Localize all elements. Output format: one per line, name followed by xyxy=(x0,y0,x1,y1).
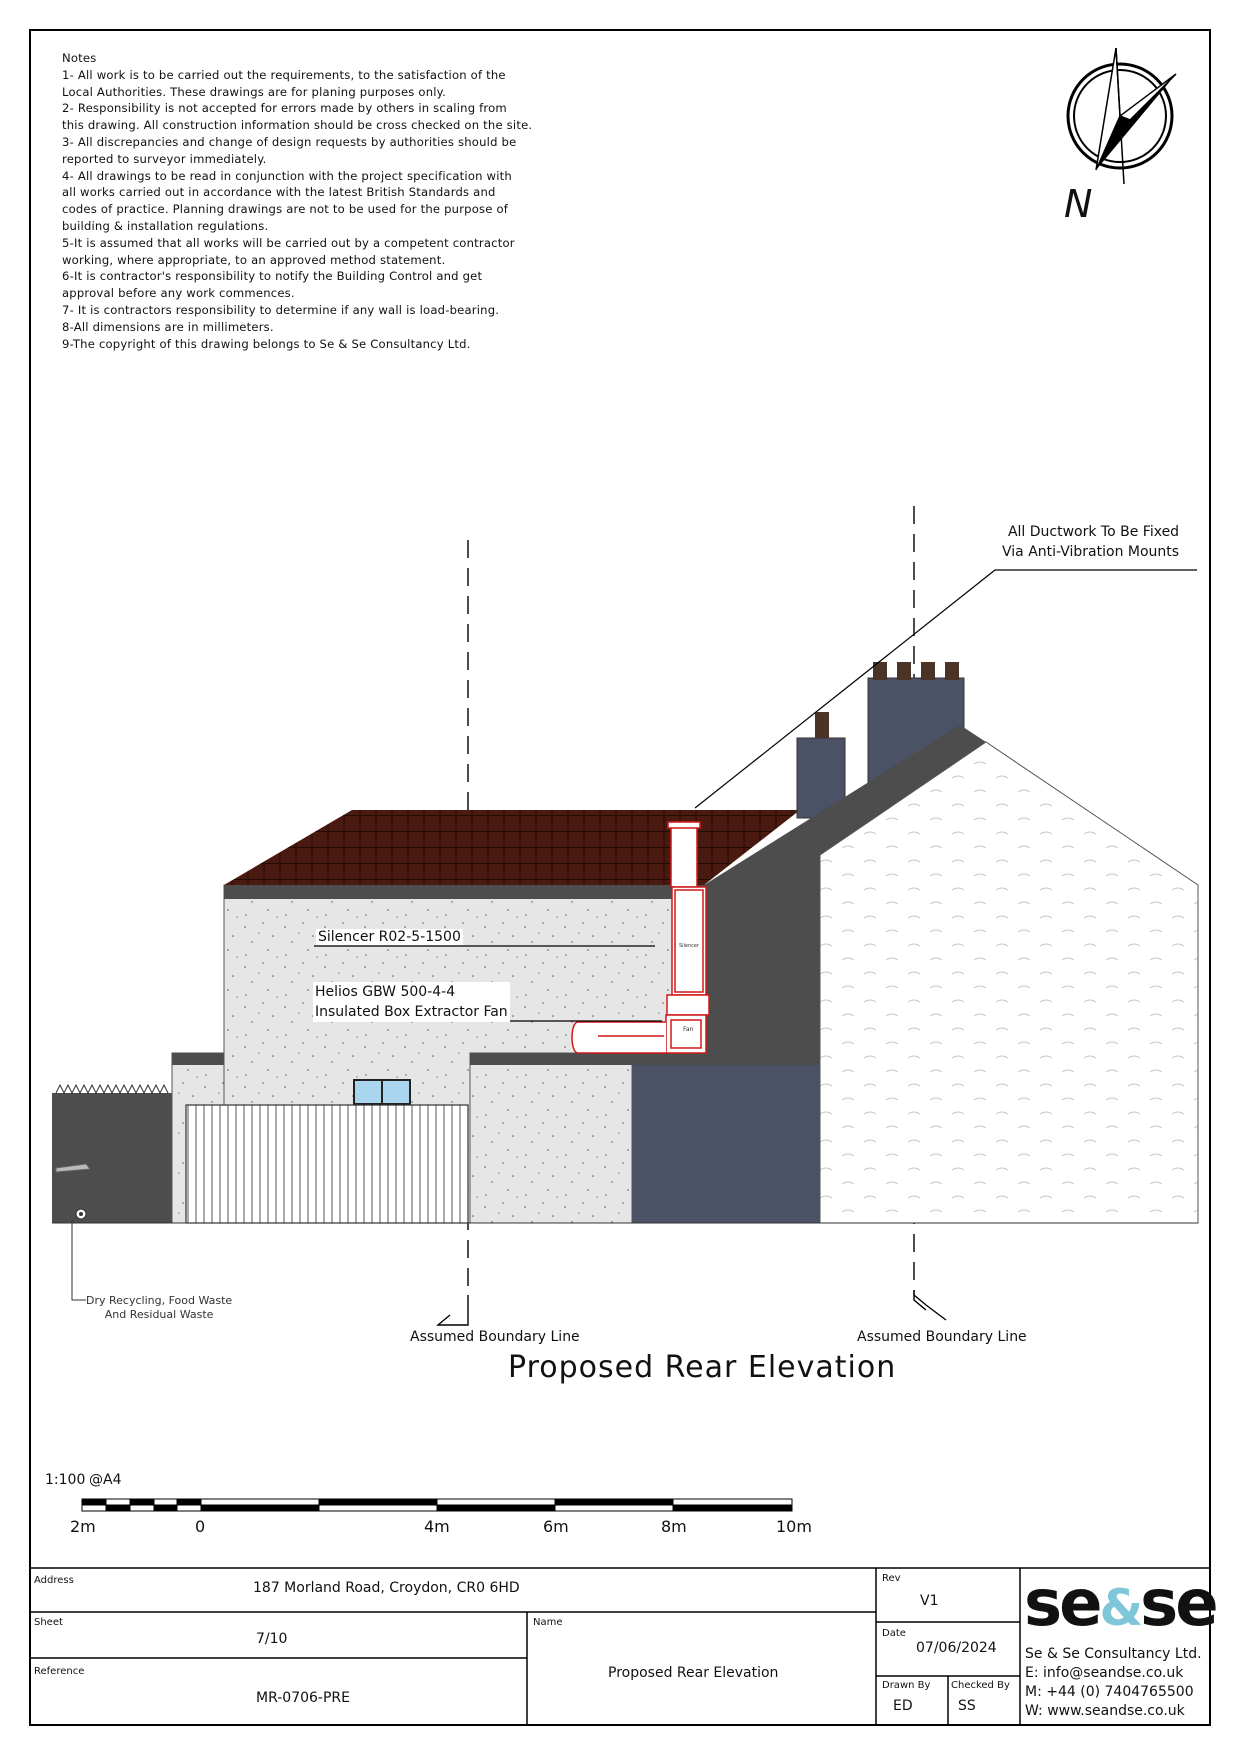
logo-text: se xyxy=(1024,1567,1100,1641)
company-logo xyxy=(1024,1567,1216,1641)
fan-label-line: Helios GBW 500-4-4 xyxy=(315,984,456,1000)
address-value: 187 Morland Road, Croydon, CR0 6HD xyxy=(253,1580,520,1596)
reference-label: Reference xyxy=(34,1666,85,1677)
note-line: reported to surveyor immediately. xyxy=(62,151,267,166)
boundary-label-right: Assumed Boundary Line xyxy=(857,1329,1027,1345)
chimney-pot xyxy=(921,662,935,680)
ductwork-note-line: Via Anti-Vibration Mounts xyxy=(1002,544,1180,560)
boundary-label-left: Assumed Boundary Line xyxy=(410,1329,580,1345)
note-line: 7- It is contractors responsibility to determine if any wall is load-bearing. xyxy=(62,302,500,317)
north-label: N xyxy=(1064,182,1093,226)
checked-by-label: Checked By xyxy=(951,1680,1010,1691)
fan-label xyxy=(313,982,510,1022)
bins-label-line: And Residual Waste xyxy=(104,1308,214,1321)
name-value: Proposed Rear Elevation xyxy=(608,1665,779,1681)
drawn-by-label: Drawn By xyxy=(882,1680,931,1691)
address-label: Address xyxy=(34,1575,74,1586)
name-label: Name xyxy=(533,1617,563,1628)
scale-tick-label: 10m xyxy=(776,1517,812,1536)
bins-label xyxy=(86,1294,232,1322)
note-line: 1- All work is to be carried out the requirements, to the satisfaction of the xyxy=(62,67,506,82)
rev-label: Rev xyxy=(882,1573,901,1584)
scale-bar xyxy=(82,1499,792,1511)
note-line: 9-The copyright of this drawing belongs to Se & Se Consultancy Ltd. xyxy=(62,336,471,351)
scale-tick-label: 2m xyxy=(70,1517,96,1536)
note-line: 5-It is assumed that all works will be carried out by a competent contractor xyxy=(62,235,515,250)
date-label: Date xyxy=(882,1628,906,1639)
note-line: approval before any work commences. xyxy=(62,286,295,301)
fence xyxy=(186,1105,468,1223)
rev-value: V1 xyxy=(920,1593,939,1609)
trellis xyxy=(56,1085,168,1093)
neighbour-wall xyxy=(52,1093,174,1223)
bins-label-line: Dry Recycling, Food Waste xyxy=(86,1294,233,1307)
scale-tick-label: 4m xyxy=(424,1517,450,1536)
sheet-label: Sheet xyxy=(34,1617,63,1628)
note-line: all works carried out in accordance with the latest British Standards and xyxy=(62,185,496,200)
date-value: 07/06/2024 xyxy=(916,1640,997,1656)
low-wall-coping xyxy=(172,1053,224,1065)
note-line: 8-All dimensions are in millimeters. xyxy=(62,319,274,334)
eaves-band xyxy=(224,885,704,899)
roof-tiles xyxy=(224,810,800,885)
silencer-tag: Silencer xyxy=(678,943,700,949)
sheet-value: 7/10 xyxy=(256,1631,288,1647)
fan-tag: Fan xyxy=(683,1026,694,1033)
extension-wall xyxy=(470,1053,632,1223)
north-arrow-icon xyxy=(1068,48,1176,184)
window xyxy=(354,1080,410,1104)
chimney-pot xyxy=(897,662,911,680)
note-line: this drawing. All construction information should be cross checked on the site. xyxy=(62,118,533,133)
bin-leader xyxy=(72,1220,86,1300)
note-line: 6-It is contractor's responsibility to notify the Building Control and get xyxy=(62,269,483,284)
scale-tick-label: 0 xyxy=(195,1517,206,1536)
boundary-marker-right xyxy=(914,1290,946,1320)
company-name: Se & Se Consultancy Ltd. xyxy=(1025,1646,1202,1662)
company-mobile: M: +44 (0) 7404765500 xyxy=(1025,1684,1194,1700)
ductwork-note-line: All Ductwork To Be Fixed xyxy=(1007,524,1180,540)
fan-label-line: Insulated Box Extractor Fan xyxy=(315,1004,508,1020)
ductwork-note xyxy=(1002,522,1179,562)
company-web: W: www.seandse.co.uk xyxy=(1025,1703,1185,1719)
extension-slate-wall xyxy=(632,1065,820,1223)
silencer-label: Silencer R02-5-1500 xyxy=(318,929,461,945)
note-line: codes of practice. Planning drawings are not to be used for the purpose of xyxy=(62,202,509,217)
scale-tick-label: 6m xyxy=(543,1517,569,1536)
note-line: 2- Responsibility is not accepted for errors made by others in scaling from xyxy=(62,101,507,116)
reference-value: MR-0706-PRE xyxy=(256,1690,350,1706)
note-line: working, where appropriate, to an approved method statement. xyxy=(62,252,446,267)
scale-paper: @A4 xyxy=(89,1472,122,1488)
checked-by-value: SS xyxy=(958,1698,976,1714)
note-line: Local Authorities. These drawings are for planing purposes only. xyxy=(62,84,446,99)
chimney-pot xyxy=(815,712,829,738)
logo-text: se xyxy=(1140,1567,1216,1641)
note-line: 4- All drawings to be read in conjunction with the project specification with xyxy=(62,168,512,183)
note-line: 3- All discrepancies and change of design requests by authorities should be xyxy=(62,134,517,149)
notes-heading: Notes xyxy=(62,51,97,65)
company-details xyxy=(1025,1645,1202,1721)
drawn-by-value: ED xyxy=(893,1698,913,1714)
scale-ratio: 1:100 xyxy=(45,1472,86,1488)
boundary-marker-left xyxy=(438,1295,468,1325)
scale-tick-label: 8m xyxy=(661,1517,687,1536)
logo-ampersand-icon: & xyxy=(1099,1579,1141,1637)
note-line: building & installation regulations. xyxy=(62,218,269,233)
company-email: E: info@seandse.co.uk xyxy=(1025,1665,1184,1681)
drawing-title: Proposed Rear Elevation xyxy=(508,1350,897,1385)
chimney-pot xyxy=(945,662,959,680)
